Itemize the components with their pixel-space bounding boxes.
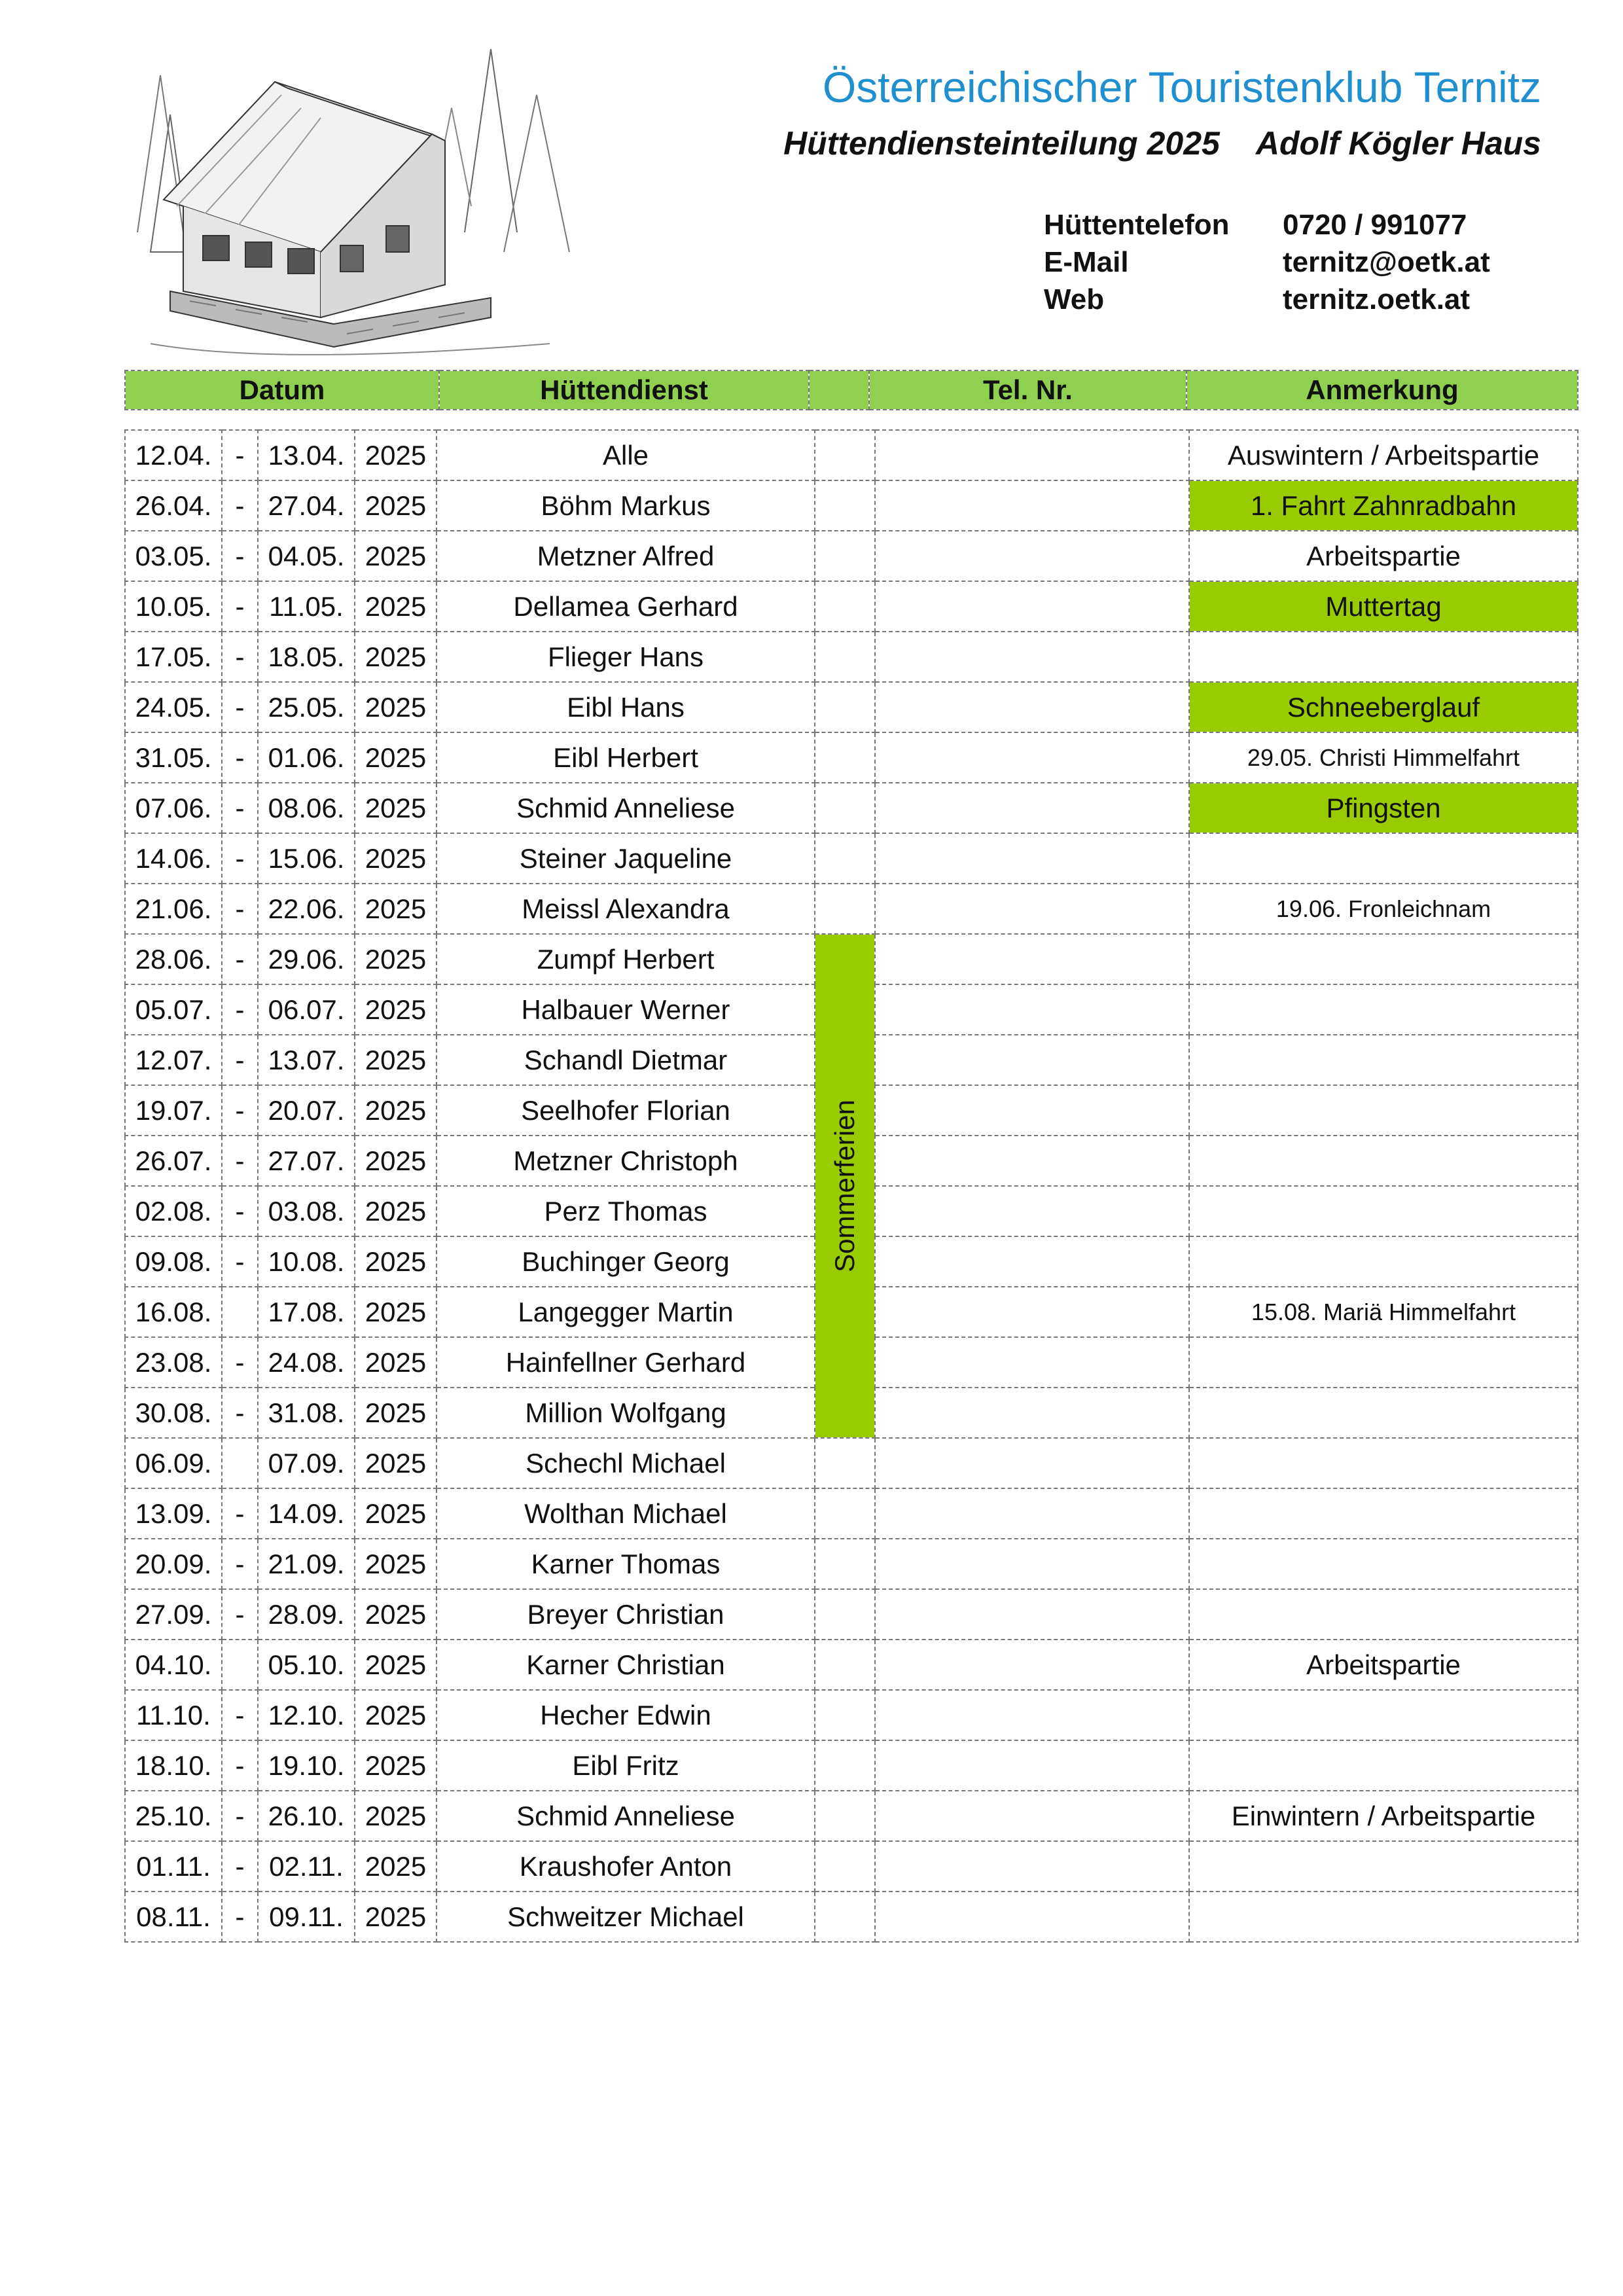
table-header xyxy=(124,370,1578,410)
holiday-cell xyxy=(815,430,875,480)
date-separator: - xyxy=(222,682,258,732)
date-separator: - xyxy=(222,732,258,783)
date-to: 20.07. xyxy=(258,1085,355,1136)
remark xyxy=(1189,1488,1578,1539)
date-separator: - xyxy=(222,1841,258,1892)
date-separator: - xyxy=(222,1136,258,1186)
date-to: 02.11. xyxy=(258,1841,355,1892)
year: 2025 xyxy=(355,1892,437,1942)
holiday-cell xyxy=(815,632,875,682)
hut-duty-name: Meissl Alexandra xyxy=(437,884,815,934)
date-separator: - xyxy=(222,934,258,984)
table-row xyxy=(125,430,1578,480)
date-to: 03.08. xyxy=(258,1186,355,1236)
schedule-table xyxy=(124,429,1578,1943)
schedule-subtitle xyxy=(783,124,1541,162)
holiday-cell xyxy=(815,1690,875,1740)
date-to: 26.10. xyxy=(258,1791,355,1841)
hut-duty-name: Eibl Herbert xyxy=(437,732,815,783)
remark xyxy=(1189,1085,1578,1136)
hut-duty-name: Seelhofer Florian xyxy=(437,1085,815,1136)
phone-number xyxy=(875,1287,1189,1337)
holiday-cell xyxy=(815,833,875,884)
date-from: 05.07. xyxy=(125,984,222,1035)
date-to: 13.04. xyxy=(258,430,355,480)
date-to: 25.05. xyxy=(258,682,355,732)
date-from: 26.07. xyxy=(125,1136,222,1186)
year: 2025 xyxy=(355,1488,437,1539)
remark xyxy=(1189,934,1578,984)
date-separator: - xyxy=(222,581,258,632)
holiday-cell xyxy=(815,1740,875,1791)
remark xyxy=(1189,1690,1578,1740)
hut-duty-name: Schmid Anneliese xyxy=(437,1791,815,1841)
contact-email xyxy=(1044,243,1490,281)
holiday-cell xyxy=(815,732,875,783)
remark xyxy=(1189,1136,1578,1186)
year: 2025 xyxy=(355,1186,437,1236)
date-separator: - xyxy=(222,430,258,480)
column-header-blank xyxy=(809,370,869,410)
remark xyxy=(1189,632,1578,682)
date-from: 11.10. xyxy=(125,1690,222,1740)
phone-number xyxy=(875,581,1189,632)
column-header-datum: Datum xyxy=(125,370,439,410)
year: 2025 xyxy=(355,833,437,884)
holiday-cell xyxy=(815,1539,875,1589)
contact-value: ternitz@oetk.at xyxy=(1283,246,1490,278)
phone-number xyxy=(875,1136,1189,1186)
hut-duty-name: Kraushofer Anton xyxy=(437,1841,815,1892)
remark: Arbeitspartie xyxy=(1189,531,1578,581)
hut-duty-name: Hecher Edwin xyxy=(437,1690,815,1740)
holiday-cell xyxy=(815,480,875,531)
date-from: 27.09. xyxy=(125,1589,222,1640)
date-separator: - xyxy=(222,531,258,581)
date-separator: - xyxy=(222,1892,258,1942)
phone-number xyxy=(875,1539,1189,1589)
date-separator: - xyxy=(222,1186,258,1236)
phone-number xyxy=(875,1337,1189,1388)
date-separator: - xyxy=(222,833,258,884)
date-to: 27.07. xyxy=(258,1136,355,1186)
date-separator xyxy=(222,1287,258,1337)
year: 2025 xyxy=(355,1791,437,1841)
date-to: 04.05. xyxy=(258,531,355,581)
hut-duty-name: Million Wolfgang xyxy=(437,1388,815,1438)
phone-number xyxy=(875,984,1189,1035)
remark xyxy=(1189,1539,1578,1589)
date-from: 25.10. xyxy=(125,1791,222,1841)
year: 2025 xyxy=(355,632,437,682)
remark: 15.08. Mariä Himmelfahrt xyxy=(1189,1287,1578,1337)
date-separator: - xyxy=(222,1085,258,1136)
date-from: 08.11. xyxy=(125,1892,222,1942)
date-to: 10.08. xyxy=(258,1236,355,1287)
phone-number xyxy=(875,531,1189,581)
phone-number xyxy=(875,1589,1189,1640)
hut-duty-name: Schechl Michael xyxy=(437,1438,815,1488)
table-row xyxy=(125,1438,1578,1488)
remark: 19.06. Fronleichnam xyxy=(1189,884,1578,934)
remark xyxy=(1189,1589,1578,1640)
remark xyxy=(1189,1841,1578,1892)
remark xyxy=(1189,1388,1578,1438)
year: 2025 xyxy=(355,884,437,934)
date-to: 12.10. xyxy=(258,1690,355,1740)
phone-number xyxy=(875,732,1189,783)
schedule-title: Hüttendiensteinteilung 2025 xyxy=(783,125,1220,162)
phone-number xyxy=(875,934,1189,984)
contact-phone xyxy=(1044,206,1490,243)
remark xyxy=(1189,1438,1578,1488)
date-from: 19.07. xyxy=(125,1085,222,1136)
date-from: 12.07. xyxy=(125,1035,222,1085)
hut-duty-name: Hainfellner Gerhard xyxy=(437,1337,815,1388)
date-to: 24.08. xyxy=(258,1337,355,1388)
hut-duty-name: Wolthan Michael xyxy=(437,1488,815,1539)
phone-number xyxy=(875,1690,1189,1740)
year: 2025 xyxy=(355,581,437,632)
date-to: 28.09. xyxy=(258,1589,355,1640)
date-to: 21.09. xyxy=(258,1539,355,1589)
remark: Einwintern / Arbeitspartie xyxy=(1189,1791,1578,1841)
date-separator: - xyxy=(222,1589,258,1640)
phone-number xyxy=(875,480,1189,531)
phone-number xyxy=(875,1640,1189,1690)
holiday-cell xyxy=(815,1488,875,1539)
date-to: 05.10. xyxy=(258,1640,355,1690)
remark xyxy=(1189,1337,1578,1388)
year: 2025 xyxy=(355,1287,437,1337)
remark xyxy=(1189,1892,1578,1942)
holiday-cell xyxy=(815,1589,875,1640)
hut-duty-name: Karner Thomas xyxy=(437,1539,815,1589)
date-from: 28.06. xyxy=(125,934,222,984)
remark: Schneeberglauf xyxy=(1189,682,1578,732)
hut-duty-name: Metzner Alfred xyxy=(437,531,815,581)
table-row xyxy=(125,1690,1578,1740)
phone-number xyxy=(875,430,1189,480)
table-row xyxy=(125,783,1578,833)
date-from: 10.05. xyxy=(125,581,222,632)
date-separator: - xyxy=(222,632,258,682)
hut-duty-name: Flieger Hans xyxy=(437,632,815,682)
column-header-huettendienst: Hüttendienst xyxy=(439,370,809,410)
date-separator: - xyxy=(222,984,258,1035)
date-separator: - xyxy=(222,1236,258,1287)
date-from: 14.06. xyxy=(125,833,222,884)
date-separator: - xyxy=(222,1488,258,1539)
table-row xyxy=(125,1841,1578,1892)
hut-duty-name: Schmid Anneliese xyxy=(437,783,815,833)
remark: 1. Fahrt Zahnradbahn xyxy=(1189,480,1578,531)
phone-number xyxy=(875,632,1189,682)
holiday-cell xyxy=(815,1438,875,1488)
phone-number xyxy=(875,783,1189,833)
table-row xyxy=(125,1892,1578,1942)
date-to: 09.11. xyxy=(258,1892,355,1942)
table-row xyxy=(125,934,1578,984)
club-title: Österreichischer Touristenklub Ternitz xyxy=(822,63,1541,111)
remark: Muttertag xyxy=(1189,581,1578,632)
date-separator xyxy=(222,1640,258,1690)
contact-value: 0720 / 991077 xyxy=(1283,209,1467,241)
date-to: 14.09. xyxy=(258,1488,355,1539)
date-to: 17.08. xyxy=(258,1287,355,1337)
hut-duty-name: Zumpf Herbert xyxy=(437,934,815,984)
schedule-rows xyxy=(125,430,1578,1942)
holiday-cell xyxy=(815,531,875,581)
date-from: 18.10. xyxy=(125,1740,222,1791)
phone-number xyxy=(875,1035,1189,1085)
date-to: 27.04. xyxy=(258,480,355,531)
hut-duty-name: Halbauer Werner xyxy=(437,984,815,1035)
remark xyxy=(1189,1186,1578,1236)
phone-number xyxy=(875,1186,1189,1236)
date-separator: - xyxy=(222,884,258,934)
column-header-anmerkung: Anmerkung xyxy=(1186,370,1578,410)
contact-label: Hüttentelefon xyxy=(1044,209,1230,241)
hut-duty-name: Eibl Fritz xyxy=(437,1740,815,1791)
holiday-cell xyxy=(815,581,875,632)
summer-holiday-label: Sommerferien xyxy=(829,1100,860,1272)
year: 2025 xyxy=(355,1388,437,1438)
phone-number xyxy=(875,833,1189,884)
year: 2025 xyxy=(355,1136,437,1186)
contact-label: E-Mail xyxy=(1044,246,1129,278)
date-from: 23.08. xyxy=(125,1337,222,1388)
date-to: 18.05. xyxy=(258,632,355,682)
date-from: 07.06. xyxy=(125,783,222,833)
date-from: 01.11. xyxy=(125,1841,222,1892)
date-separator: - xyxy=(222,1337,258,1388)
table-row xyxy=(125,531,1578,581)
date-from: 16.08. xyxy=(125,1287,222,1337)
phone-number xyxy=(875,1791,1189,1841)
date-to: 11.05. xyxy=(258,581,355,632)
holiday-cell xyxy=(815,1640,875,1690)
date-from: 04.10. xyxy=(125,1640,222,1690)
hut-duty-name: Schandl Dietmar xyxy=(437,1035,815,1085)
date-from: 02.08. xyxy=(125,1186,222,1236)
year: 2025 xyxy=(355,1085,437,1136)
year: 2025 xyxy=(355,732,437,783)
year: 2025 xyxy=(355,1438,437,1488)
date-from: 24.05. xyxy=(125,682,222,732)
year: 2025 xyxy=(355,1690,437,1740)
year: 2025 xyxy=(355,934,437,984)
date-separator: - xyxy=(222,783,258,833)
year: 2025 xyxy=(355,682,437,732)
date-separator: - xyxy=(222,1035,258,1085)
year: 2025 xyxy=(355,531,437,581)
table-row xyxy=(125,1640,1578,1690)
date-to: 08.06. xyxy=(258,783,355,833)
remark xyxy=(1189,984,1578,1035)
hut-duty-name: Alle xyxy=(437,430,815,480)
table-row xyxy=(125,1539,1578,1589)
phone-number xyxy=(875,1841,1189,1892)
column-header-telnr: Tel. Nr. xyxy=(869,370,1186,410)
date-from: 13.09. xyxy=(125,1488,222,1539)
phone-number xyxy=(875,1085,1189,1136)
table-row xyxy=(125,1488,1578,1539)
date-to: 01.06. xyxy=(258,732,355,783)
contact-web xyxy=(1044,281,1490,318)
date-to: 31.08. xyxy=(258,1388,355,1438)
year: 2025 xyxy=(355,1841,437,1892)
remark xyxy=(1189,1236,1578,1287)
year: 2025 xyxy=(355,1640,437,1690)
year: 2025 xyxy=(355,1035,437,1085)
phone-number xyxy=(875,1488,1189,1539)
hut-duty-name: Perz Thomas xyxy=(437,1186,815,1236)
table-row xyxy=(125,581,1578,632)
date-from: 26.04. xyxy=(125,480,222,531)
year: 2025 xyxy=(355,1589,437,1640)
holiday-cell xyxy=(815,1892,875,1942)
year: 2025 xyxy=(355,984,437,1035)
date-from: 17.05. xyxy=(125,632,222,682)
year: 2025 xyxy=(355,480,437,531)
phone-number xyxy=(875,1892,1189,1942)
date-to: 06.07. xyxy=(258,984,355,1035)
date-separator: - xyxy=(222,1388,258,1438)
date-from: 09.08. xyxy=(125,1236,222,1287)
remark: Arbeitspartie xyxy=(1189,1640,1578,1690)
contact-label: Web xyxy=(1044,283,1105,315)
date-from: 12.04. xyxy=(125,430,222,480)
hut-duty-name: Eibl Hans xyxy=(437,682,815,732)
remark xyxy=(1189,1035,1578,1085)
year: 2025 xyxy=(355,1539,437,1589)
date-separator xyxy=(222,1438,258,1488)
phone-number xyxy=(875,1438,1189,1488)
hut-duty-name: Langegger Martin xyxy=(437,1287,815,1337)
holiday-cell xyxy=(815,1841,875,1892)
year: 2025 xyxy=(355,1236,437,1287)
contact-info xyxy=(1044,206,1490,318)
hut-duty-name: Schweitzer Michael xyxy=(437,1892,815,1942)
holiday-cell xyxy=(815,1791,875,1841)
table-row xyxy=(125,1791,1578,1841)
hut-sketch-logo xyxy=(124,36,582,363)
hut-duty-name: Breyer Christian xyxy=(437,1589,815,1640)
table-row xyxy=(125,480,1578,531)
holiday-cell xyxy=(815,682,875,732)
table-row xyxy=(125,1740,1578,1791)
hut-name: Adolf Kögler Haus xyxy=(1255,125,1541,162)
holiday-cell xyxy=(815,884,875,934)
date-from: 30.08. xyxy=(125,1388,222,1438)
contact-value: ternitz.oetk.at xyxy=(1283,283,1471,315)
date-separator: - xyxy=(222,480,258,531)
table-row xyxy=(125,632,1578,682)
phone-number xyxy=(875,884,1189,934)
remark: Auswintern / Arbeitspartie xyxy=(1189,430,1578,480)
date-to: 15.06. xyxy=(258,833,355,884)
table-row xyxy=(125,833,1578,884)
table-row xyxy=(125,732,1578,783)
phone-number xyxy=(875,1388,1189,1438)
phone-number xyxy=(875,1236,1189,1287)
date-from: 03.05. xyxy=(125,531,222,581)
phone-number xyxy=(875,1740,1189,1791)
holiday-cell xyxy=(815,783,875,833)
date-from: 06.09. xyxy=(125,1438,222,1488)
date-separator: - xyxy=(222,1791,258,1841)
date-separator: - xyxy=(222,1539,258,1589)
remark xyxy=(1189,833,1578,884)
date-from: 31.05. xyxy=(125,732,222,783)
remark: Pfingsten xyxy=(1189,783,1578,833)
year: 2025 xyxy=(355,783,437,833)
date-to: 07.09. xyxy=(258,1438,355,1488)
hut-duty-name: Buchinger Georg xyxy=(437,1236,815,1287)
date-to: 22.06. xyxy=(258,884,355,934)
table-row xyxy=(125,1589,1578,1640)
year: 2025 xyxy=(355,1740,437,1791)
phone-number xyxy=(875,682,1189,732)
table-row xyxy=(125,884,1578,934)
remark: 29.05. Christi Himmelfahrt xyxy=(1189,732,1578,783)
summer-holiday-band xyxy=(815,934,875,1438)
date-separator: - xyxy=(222,1690,258,1740)
date-from: 21.06. xyxy=(125,884,222,934)
date-to: 29.06. xyxy=(258,934,355,984)
hut-duty-name: Böhm Markus xyxy=(437,480,815,531)
remark xyxy=(1189,1740,1578,1791)
date-to: 13.07. xyxy=(258,1035,355,1085)
date-separator: - xyxy=(222,1740,258,1791)
hut-duty-name: Metzner Christoph xyxy=(437,1136,815,1186)
hut-duty-name: Dellamea Gerhard xyxy=(437,581,815,632)
table-row xyxy=(125,682,1578,732)
year: 2025 xyxy=(355,1337,437,1388)
date-to: 19.10. xyxy=(258,1740,355,1791)
year: 2025 xyxy=(355,430,437,480)
date-from: 20.09. xyxy=(125,1539,222,1589)
hut-duty-name: Karner Christian xyxy=(437,1640,815,1690)
hut-duty-name: Steiner Jaqueline xyxy=(437,833,815,884)
